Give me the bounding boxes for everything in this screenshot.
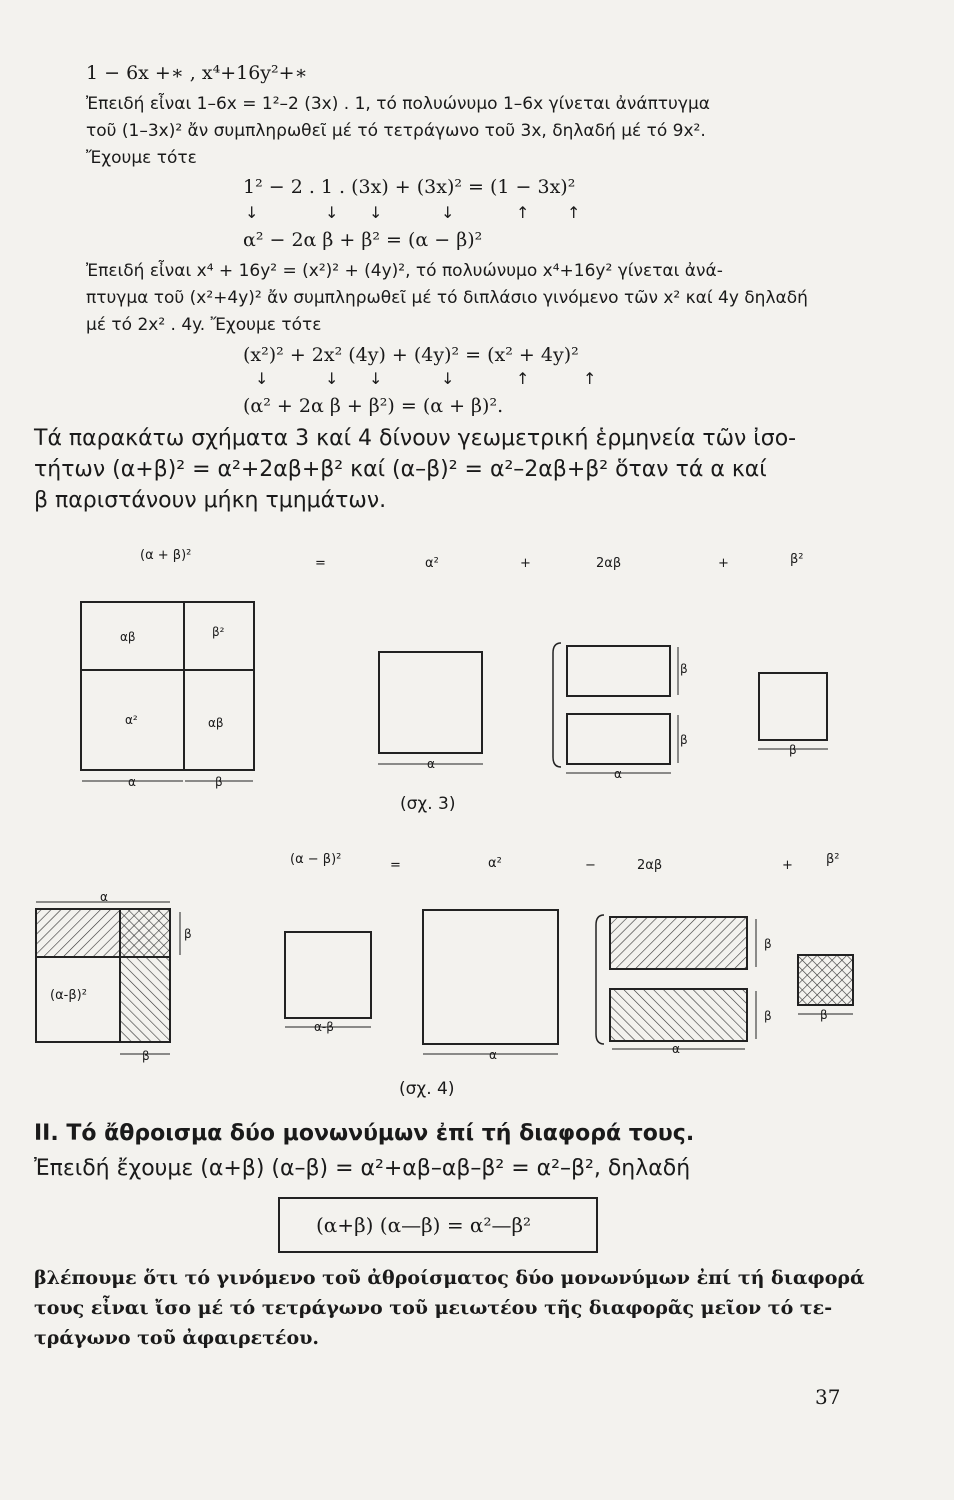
fig3-dim-a: α	[614, 767, 622, 781]
fig4-dim-a: α	[672, 1042, 680, 1056]
equation-line: α² − 2α β + β² = (α − β)²	[243, 229, 483, 251]
up-arrow-icon: ↑	[583, 369, 597, 388]
rule-line: βλέπουμε ὅτι τό γινόμενο τοῦ ἀθροίσματος δύο μονωνύμων ἐπί τή διαφορά	[34, 1267, 865, 1289]
fig3-cell-a2: α²	[125, 713, 138, 727]
fig3-b2: β²	[790, 552, 804, 567]
up-arrow-icon: ↑	[516, 369, 530, 388]
fig3-dim-a: α	[128, 775, 136, 789]
paragraph-line: β παριστάνουν μήκη τμημάτων.	[34, 488, 387, 513]
fig4-lhs: (α − β)²	[290, 852, 342, 867]
fig3-a2: α²	[425, 556, 439, 571]
fig4-b2: β²	[826, 852, 840, 867]
up-arrow-icon: ↑	[567, 203, 581, 222]
fig4-dim-a: α	[489, 1048, 497, 1062]
down-arrow-icon: ↓	[441, 203, 455, 222]
fig3-eq: =	[315, 556, 326, 571]
fig4-dim-b: β	[764, 1009, 772, 1023]
fig4-dim-b: β	[820, 1008, 828, 1022]
expression-line: 1 − 6x +∗ , x⁴+16y²+∗	[86, 62, 308, 84]
fig4-eq: =	[390, 858, 401, 873]
down-arrow-icon: ↓	[369, 203, 383, 222]
paragraph-line: πτυγμα τοῦ (x²+4y)² ἄν συμπληρωθεῖ μέ τό διπλάσιο γινόμενο τῶν x² καί 4y δηλαδή	[86, 288, 808, 308]
fig3-cell-ab: αβ	[120, 630, 136, 644]
fig3-caption: (σχ. 3)	[400, 794, 456, 814]
fig4-plus: +	[782, 858, 793, 873]
down-arrow-icon: ↓	[255, 369, 269, 388]
down-arrow-icon: ↓	[245, 203, 259, 222]
equation-line: (x²)² + 2x² (4y) + (4y)² = (x² + 4y)²	[243, 344, 579, 366]
rule-line: τους εἶναι ἴσο μέ τό τετράγωνο τοῦ μειωτέου τῆς διαφορᾶς μεῖον τό τε-	[34, 1297, 833, 1319]
up-arrow-icon: ↑	[516, 203, 530, 222]
fig4-dim-b: β	[184, 927, 192, 941]
equation-line: 1² − 2 . 1 . (3x) + (3x)² = (1 − 3x)²	[243, 176, 576, 198]
fig4-dim-amb: α-β	[314, 1020, 334, 1034]
fig3-lhs: (α + β)²	[140, 548, 192, 563]
paragraph-line: τοῦ (1–3x)² ἄν συμπληρωθεῖ μέ τό τετράγωνο τοῦ 3x, δηλαδή μέ τό 9x².	[86, 121, 706, 141]
fig4-dim-b: β	[142, 1049, 150, 1063]
paragraph-line: Τά παρακάτω σχήματα 3 καί 4 δίνουν γεωμετρική ἑρμηνεία τῶν ἰσο-	[34, 426, 797, 451]
fig4-dim-a: α	[100, 890, 108, 904]
fig4-minus: −	[585, 858, 596, 873]
down-arrow-icon: ↓	[369, 369, 383, 388]
formula: (α+β) (α—β) = α²—β²	[316, 1213, 532, 1237]
fig3-plus: +	[520, 556, 531, 571]
equation-line: (α² + 2α β + β²) = (α + β)².	[243, 395, 504, 417]
formula-box	[278, 1197, 598, 1253]
paragraph-line: μέ τό 2x² . 4y. Ἔχουμε τότε	[86, 315, 322, 335]
fig4-a2: α²	[488, 856, 502, 871]
section-title: ΙΙ. Τό ἄθροισμα δύο μονωνύμων ἐπί τή διαφορά τους.	[34, 1121, 695, 1146]
fig3-dim-b: β	[680, 662, 688, 676]
fig3-plus: +	[718, 556, 729, 571]
section-intro: Ἐπειδή ἔχουμε (α+β) (α–β) = α²+αβ–αβ–β² = α²–β², δηλαδή	[34, 1156, 691, 1181]
fig4-dim-b: β	[764, 937, 772, 951]
paragraph-line: Ἔχουμε τότε	[86, 148, 197, 168]
fig3-dim-b: β	[215, 775, 223, 789]
fig4-cell-amb2: (α-β)²	[50, 988, 87, 1003]
fig3-dim-b: β	[680, 733, 688, 747]
paragraph-line: Ἐπειδή εἶναι 1–6x = 1²–2 (3x) . 1, τό πολυώνυμο 1–6x γίνεται ἀνάπτυγμα	[86, 94, 710, 114]
down-arrow-icon: ↓	[441, 369, 455, 388]
page-number: 37	[815, 1385, 841, 1409]
fig3-dim-b: β	[789, 743, 797, 757]
down-arrow-icon: ↓	[325, 203, 339, 222]
fig3-2ab: 2αβ	[596, 556, 622, 571]
paragraph-line: τήτων (α+β)² = α²+2αβ+β² καί (α–β)² = α²–2αβ+β² ὅταν τά α καί	[34, 457, 767, 482]
fig4-caption: (σχ. 4)	[399, 1079, 455, 1099]
paragraph-line: Ἐπειδή εἶναι x⁴ + 16y² = (x²)² + (4y)², τό πολυώνυμο x⁴+16y² γίνεται ἀνά-	[86, 261, 723, 281]
fig3-dim-a: α	[427, 757, 435, 771]
down-arrow-icon: ↓	[325, 369, 339, 388]
rule-line: τράγωνο τοῦ ἀφαιρετέου.	[34, 1327, 320, 1349]
fig3-cell-ab: αβ	[208, 716, 224, 730]
fig4-2ab: 2αβ	[637, 858, 663, 873]
fig3-cell-b2: β²	[212, 625, 225, 639]
